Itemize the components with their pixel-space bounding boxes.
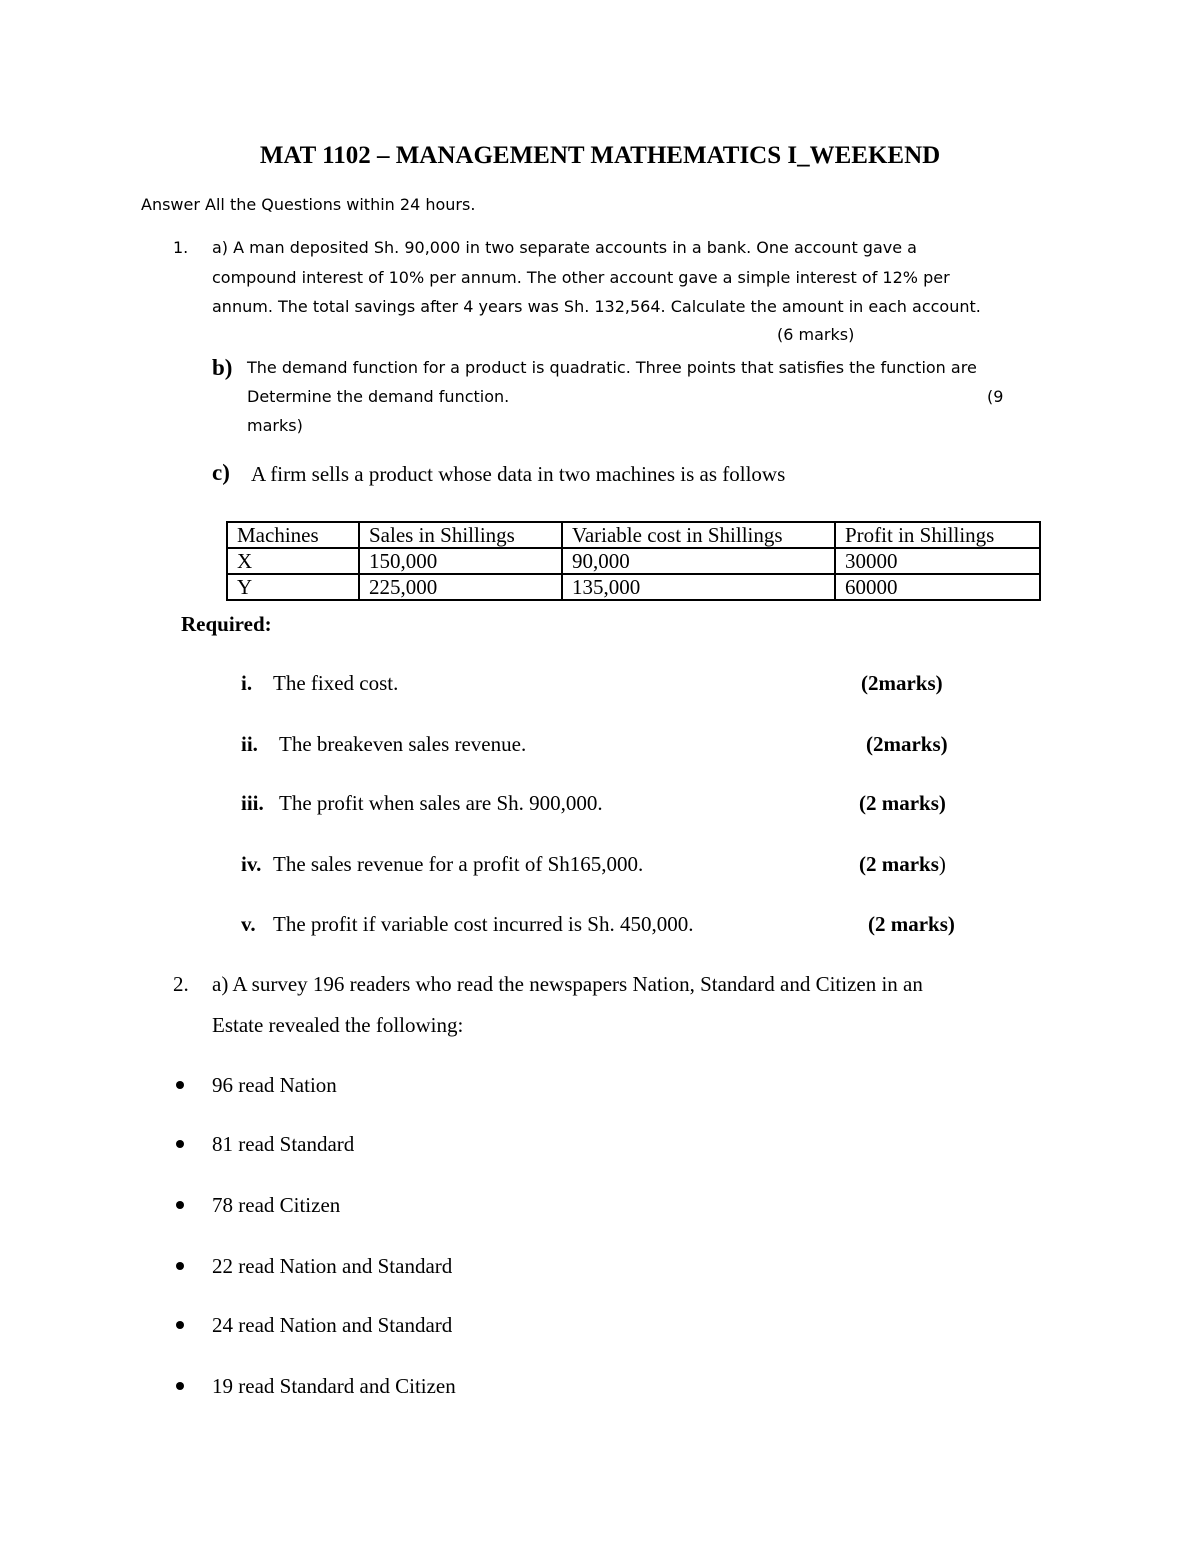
part-iv-text: The sales revenue for a profit of Sh165,000. — [273, 852, 644, 876]
table-cell: X — [227, 548, 359, 574]
question-1c-text: A firm sells a product whose data in two machines is as follows — [251, 462, 786, 486]
part-iii-text: The profit when sales are Sh. 900,000. — [279, 791, 603, 815]
list-item: 22 read Nation and Standard — [212, 1254, 453, 1278]
part-ii-label: ii. — [241, 732, 258, 756]
page-title: MAT 1102 – MANAGEMENT MATHEMATICS I_WEEKEND — [259, 142, 941, 169]
question-2-number: 2. — [173, 972, 189, 996]
table-cell: 60000 — [835, 574, 1040, 600]
question-1b-marks-close: marks) — [247, 416, 303, 435]
part-iv-label: iv. — [241, 852, 262, 876]
question-1a-marks: (6 marks) — [777, 325, 855, 344]
table-header-cell: Machines — [227, 522, 359, 548]
question-1b-line-2: Determine the demand function. — [247, 387, 510, 406]
table-header-cell: Profit in Shillings — [835, 522, 1040, 548]
table-cell: 225,000 — [359, 574, 562, 600]
question-1b-label: b) — [212, 355, 233, 380]
question-1c-label: c) — [212, 460, 230, 485]
list-item: 19 read Standard and Citizen — [212, 1374, 456, 1398]
question-1a-line-1: a) A man deposited Sh. 90,000 in two separate accounts in a bank. One account gave a — [212, 238, 917, 257]
bullet-icon — [176, 1201, 184, 1209]
table-header-row — [227, 522, 1040, 548]
machines-table — [226, 521, 1041, 601]
bullet-icon — [176, 1081, 184, 1089]
list-item: 96 read Nation — [212, 1073, 337, 1097]
table-cell: 150,000 — [359, 548, 562, 574]
table-cell: 30000 — [835, 548, 1040, 574]
part-v-marks: (2 marks) — [868, 912, 955, 936]
part-iv-marks — [859, 852, 946, 877]
part-iv-marks-value: (2 marks — [859, 852, 939, 876]
question-1a-line-3: annum. The total savings after 4 years was Sh. 132,564. Calculate the amount in each account. — [212, 297, 981, 316]
table-row — [227, 548, 1040, 574]
question-1b-marks-open: (9 — [987, 387, 1004, 406]
table-row — [227, 574, 1040, 600]
bullet-icon — [176, 1140, 184, 1148]
bullet-icon — [176, 1262, 184, 1270]
table-cell: 90,000 — [562, 548, 835, 574]
table-header-cell: Variable cost in Shillings — [562, 522, 835, 548]
list-item: 81 read Standard — [212, 1132, 355, 1156]
part-iv-marks-close: ) — [938, 852, 946, 876]
bullet-icon — [176, 1321, 184, 1329]
part-i-label: i. — [241, 671, 253, 695]
part-v-text: The profit if variable cost incurred is Sh. 450,000. — [273, 912, 694, 936]
list-item: 24 read Nation and Standard — [212, 1313, 453, 1337]
table-cell: Y — [227, 574, 359, 600]
question-2a-line-2: Estate revealed the following: — [212, 1013, 464, 1037]
part-ii-marks: (2marks) — [866, 732, 948, 756]
table-cell: 135,000 — [562, 574, 835, 600]
list-item: 78 read Citizen — [212, 1193, 341, 1217]
part-iii-marks: (2 marks) — [859, 791, 946, 815]
part-i-text: The fixed cost. — [273, 671, 399, 695]
part-v-label: v. — [241, 912, 256, 936]
bullet-icon — [176, 1382, 184, 1390]
instructions: Answer All the Questions within 24 hours. — [141, 195, 476, 214]
required-heading: Required: — [181, 612, 272, 636]
question-1b-line-1: The demand function for a product is quadratic. Three points that satisfies the function are — [247, 358, 977, 377]
part-i-marks: (2marks) — [861, 671, 943, 695]
question-2a-line-1: a) A survey 196 readers who read the newspapers Nation, Standard and Citizen in an — [212, 972, 923, 996]
question-1a-line-2: compound interest of 10% per annum. The other account gave a simple interest of 12% per — [212, 268, 950, 287]
question-1-number: 1. — [173, 238, 189, 257]
part-iii-label: iii. — [241, 791, 264, 815]
table-header-cell: Sales in Shillings — [359, 522, 562, 548]
part-ii-text: The breakeven sales revenue. — [279, 732, 527, 756]
